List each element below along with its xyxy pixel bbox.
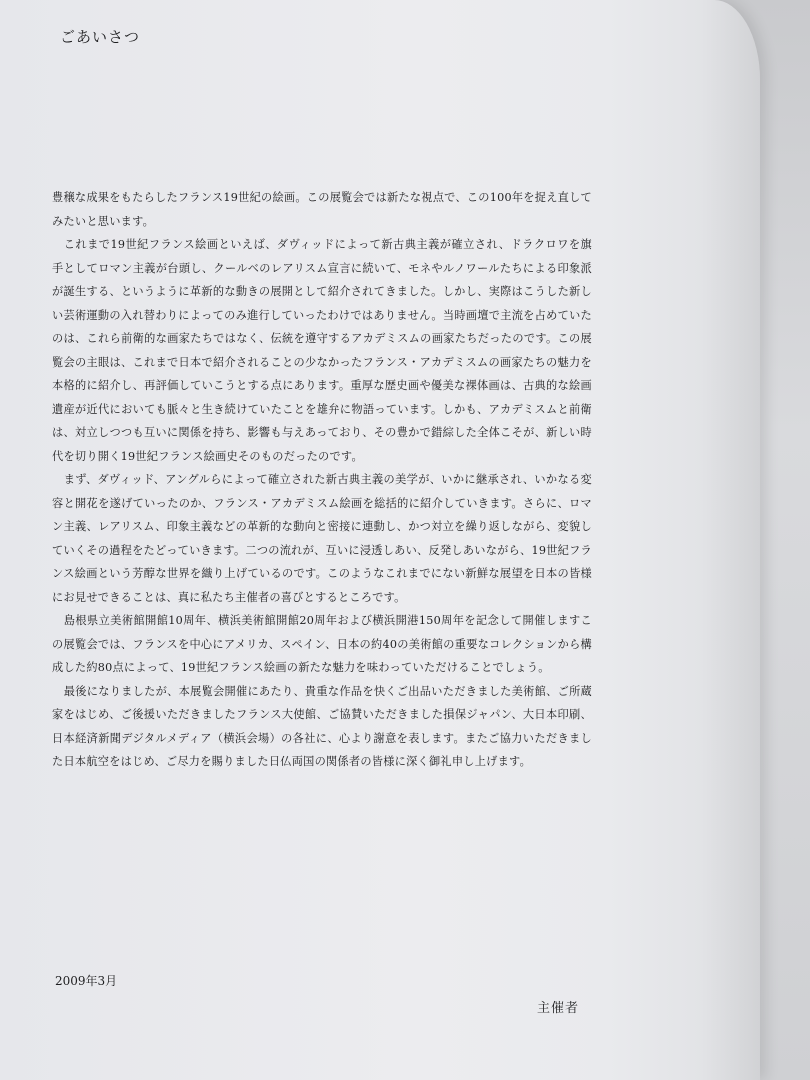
organizer-signature: 主催者 bbox=[537, 1001, 580, 1016]
paragraph-anniversary: 島根県立美術館開館10周年、横浜美術館開館20周年および横浜開港150周年を記念して開催しますこの展覧会では、フランスを中心にアメリカ、スペイン、日本の約40の美術館の重要なコレクションから構成した約80点によって、19世紀フランス絵画の新たな魅力を味わっていただけることでしょう。 bbox=[52, 614, 592, 674]
date-line: 2009年3月 bbox=[55, 974, 118, 988]
paragraph-neoclassicism: まず、ダヴィッド、アングルらによって確立された新古典主義の美学が、いかに継承され、いかなる変容と開花を遂げていったのか、フランス・アカデミスム絵画を総括的に紹介していきます。さらに、ロマン主義、レアリスム、印象主義などの革新的な動向と密接に連動し、かつ対立を繰り返しながら、変貌していくその過程をたどっていきます。二つの流れが、互いに浸透しあい、反発しあいながら、19世紀フランス絵画という芳醇な世界を織り上げているのです。このようなこれまでにない新鮮な展望を日本の皆様にお見せできることは、真に私たち主催者の喜びとするところです。 bbox=[52, 473, 592, 604]
paragraph-acknowledgements: 最後になりましたが、本展覧会開催にあたり、貴重な作品を快くご出品いただきました美術館、ご所蔵家をはじめ、ご後援いただきましたフランス大使館、ご協賛いただきました損保ジャパン、大日本印刷、日本経済新聞デジタルメディア（横浜会場）の各社に、心より謝意を表します。またご協力いただきました日本航空をはじめ、ご尽力を賜りました日仏両国の関係者の皆様に深く御礼申し上げます。 bbox=[52, 684, 592, 768]
body-text bbox=[52, 186, 592, 774]
paragraph-academism: これまで19世紀フランス絵画といえば、ダヴィッドによって新古典主義が確立され、ドラクロワを旗手としてロマン主義が台頭し、クールベのレアリスム宣言に続いて、モネやルノワールたちによる印象派が誕生する、というように革新的な動きの展開として紹介されてきました。しかし、実際はこうした新しい芸術運動の入れ替わりによってのみ進行していったわけではありません。当時画壇で主流を占めていたのは、これら前衛的な画家たちではなく、伝統を遵守するアカデミスムの画家たちだったのです。この展覧会の主眼は、これまで日本で紹介されることの少なかったフランス・アカデミスムの画家たちの魅力を本格的に紹介し、再評価していこうとする点にあります。重厚な歴史画や優美な裸体画は、古典的な絵画遺産が近代においても脈々と生き続けていたことを雄弁に物語っています。しかも、アカデミスムと前衛は、対立しつつも互いに関係を持ち、影響も与えあっており、その豊かで錯綜した全体こそが、新しい時代を切り開く19世紀フランス絵画史そのものだったのです。 bbox=[52, 238, 592, 463]
page-heading: ごあいさつ bbox=[60, 28, 141, 46]
paragraph-intro: 豊穣な成果をもたらしたフランス19世紀の絵画。この展覧会では新たな視点で、この100年を捉え直してみたいと思います。 bbox=[52, 191, 592, 228]
